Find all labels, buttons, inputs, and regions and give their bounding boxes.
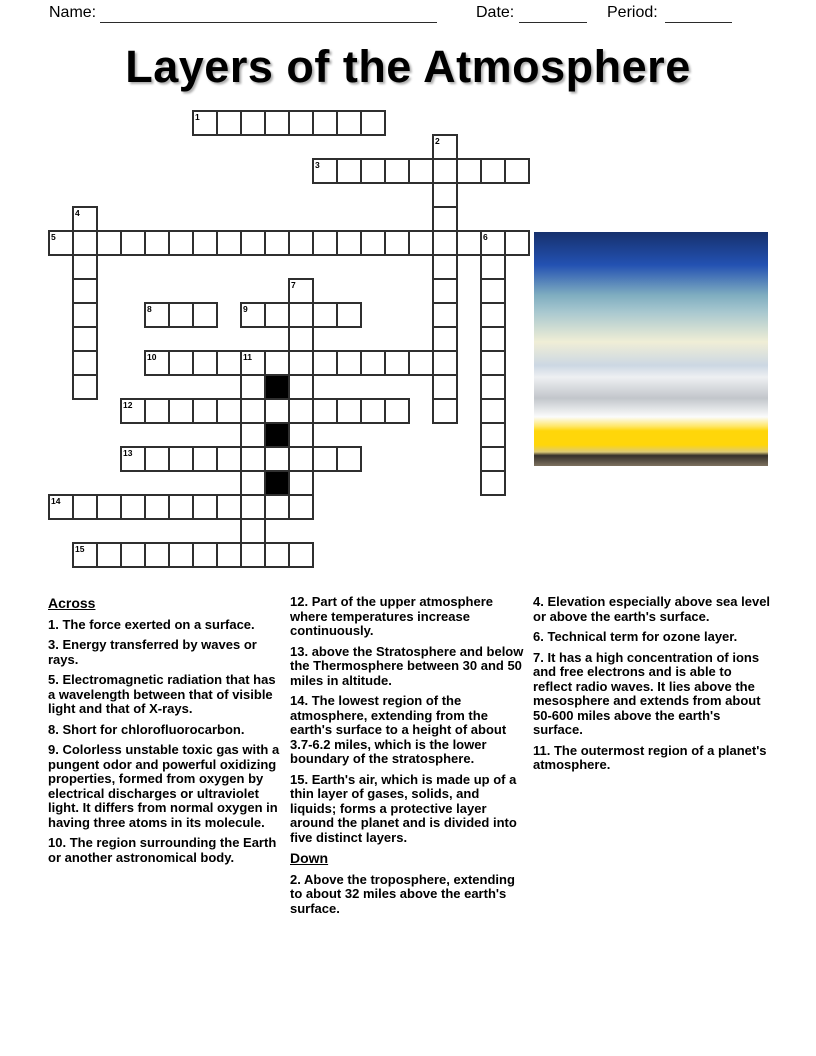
grid-cell[interactable] [168,446,194,472]
grid-cell[interactable] [120,398,146,424]
grid-cell[interactable] [408,158,434,184]
grid-cell[interactable] [240,398,266,424]
grid-cell[interactable] [432,326,458,352]
grid-cell[interactable] [120,494,146,520]
grid-cell[interactable] [504,158,530,184]
grid-cell[interactable] [240,350,266,376]
grid-cell[interactable] [264,230,290,256]
grid-cell[interactable] [192,110,218,136]
grid-cell[interactable] [240,518,266,544]
clue-across-12: 12. Part of the upper atmosphere where temperatures increase continuously. [290,594,494,638]
grid-cell[interactable] [360,158,386,184]
clue-across-15: 15. Earth's air, which is made up of a thin layer of gases, solids, and liquids; forms a protective layer around the planet and is divided into five distinct layers. [290,771,517,845]
clue-down-7: 7. It has a high concentration of ions and free electrons and is able to reflect radio waves. It lies above the mesosphere and extends from about 50-600 miles above the earth's surface. [533,649,761,737]
grid-cell[interactable] [264,350,290,376]
grid-cell[interactable] [312,158,338,184]
clue-across-10: 10. The region surrounding the Earth or another astronomical body. [48,835,277,865]
grid-cell[interactable] [480,398,506,424]
grid-cell[interactable] [336,398,362,424]
grid-cell[interactable] [264,110,290,136]
clue-across-13: 13. above the Stratosphere and below the Thermosphere between 30 and 50 miles in altitude. [290,643,524,688]
name-fill-line[interactable] [100,6,437,23]
grid-cell[interactable] [288,542,314,568]
grid-cell[interactable] [384,158,410,184]
grid-cell[interactable] [480,158,506,184]
grid-cell[interactable] [192,446,218,472]
grid-cell[interactable] [96,494,122,520]
clues-column-1 [48,595,286,871]
grid-cell[interactable] [336,350,362,376]
grid-cell[interactable] [360,110,386,136]
grid-cell[interactable] [144,446,170,472]
grid-cell[interactable] [72,326,98,352]
grid-cell[interactable] [432,158,458,184]
grid-cell[interactable] [144,350,170,376]
grid-cell[interactable] [72,350,98,376]
grid-cell[interactable] [240,542,266,568]
grid-cell[interactable] [432,278,458,304]
grid-cell[interactable] [456,158,482,184]
grid-cell[interactable] [384,350,410,376]
grid-cell[interactable] [408,230,434,256]
grid-cell[interactable] [336,110,362,136]
grid-cell[interactable] [120,542,146,568]
grid-cell[interactable] [432,134,458,160]
grid-clue-number: 8 [147,304,152,314]
grid-cell[interactable] [288,422,314,448]
grid-cell[interactable] [144,302,170,328]
grid-cell[interactable] [432,374,458,400]
grid-cell[interactable] [216,542,242,568]
grid-cell[interactable] [384,398,410,424]
grid-cell[interactable] [120,446,146,472]
grid-cell[interactable] [168,494,194,520]
across-heading: Across [48,595,96,611]
grid-cell[interactable] [432,302,458,328]
grid-cell[interactable] [192,494,218,520]
grid-cell[interactable] [216,494,242,520]
grid-clue-number: 4 [75,208,80,218]
grid-cell[interactable] [72,230,98,256]
grid-cell[interactable] [480,374,506,400]
date-fill-line[interactable] [519,6,587,23]
grid-cell[interactable] [216,350,242,376]
atmosphere-gradient-image [534,232,768,466]
grid-clue-number: 9 [243,304,248,314]
grid-cell[interactable] [240,302,266,328]
grid-cell[interactable] [288,350,314,376]
grid-cell[interactable] [480,470,506,496]
grid-cell[interactable] [72,374,98,400]
grid-cell[interactable] [216,446,242,472]
grid-cell[interactable] [144,398,170,424]
name-label: Name: [49,4,97,21]
grid-cell[interactable] [480,278,506,304]
grid-cell[interactable] [144,494,170,520]
grid-cell[interactable] [288,494,314,520]
grid-cell[interactable] [240,374,266,400]
clue-across-14: 14. The lowest region of the atmosphere, extending from the earth's surface to a height of about 3.7-6.2 miles, which is the lower boundary of the stratosphere. [290,693,507,766]
grid-cell[interactable] [264,302,290,328]
grid-clue-number: 10 [147,352,157,362]
black-cell [264,374,290,400]
grid-cell[interactable] [216,230,242,256]
grid-clue-number: 12 [123,400,133,410]
grid-cell[interactable] [480,254,506,280]
grid-clue-number: 3 [315,160,320,170]
grid-cell[interactable] [240,494,266,520]
grid-cell[interactable] [48,494,74,520]
clue-across-9: 9. Colorless unstable toxic gas with a pungent odor and powerful oxidizing properties, formed from oxygen by electrical discharges or ultraviolet light. It differs from normal oxygen in having three atoms in its molecule. [48,742,280,830]
grid-clue-number: 11 [243,352,252,362]
grid-cell[interactable] [192,350,218,376]
grid-cell[interactable] [72,254,98,280]
grid-clue-number: 14 [51,496,61,506]
grid-cell[interactable] [480,446,506,472]
grid-cell[interactable] [480,302,506,328]
grid-cell[interactable] [168,350,194,376]
grid-cell[interactable] [168,398,194,424]
grid-cell[interactable] [240,230,266,256]
grid-cell[interactable] [192,542,218,568]
grid-cell[interactable] [120,230,146,256]
period-fill-line[interactable] [665,6,732,23]
page-title: Layers of the Atmosphere [125,41,691,92]
grid-clue-number: 2 [435,136,440,146]
grid-cell[interactable] [480,230,506,256]
black-cell [264,470,290,496]
grid-cell[interactable] [264,398,290,424]
grid-cell[interactable] [168,542,194,568]
grid-cell[interactable] [312,110,338,136]
grid-cell[interactable] [168,302,194,328]
grid-cell[interactable] [312,398,338,424]
clue-down-11: 11. The outermost region of a planet's atmosphere. [533,742,767,772]
grid-cell[interactable] [72,278,98,304]
grid-cell[interactable] [360,230,386,256]
black-cell [264,422,290,448]
grid-cell[interactable] [360,350,386,376]
grid-cell[interactable] [336,158,362,184]
grid-cell[interactable] [264,542,290,568]
clues-column-2 [290,595,528,922]
grid-cell[interactable] [480,350,506,376]
grid-cell[interactable] [72,542,98,568]
grid-cell[interactable] [336,230,362,256]
grid-cell[interactable] [480,326,506,352]
grid-cell[interactable] [432,254,458,280]
grid-cell[interactable] [288,446,314,472]
grid-cell[interactable] [168,230,194,256]
grid-cell[interactable] [312,446,338,472]
grid-cell[interactable] [72,494,98,520]
grid-cell[interactable] [288,230,314,256]
grid-cell[interactable] [312,302,338,328]
grid-clue-number: 15 [75,544,85,554]
grid-cell[interactable] [336,302,362,328]
clue-across-3: 3. Energy transferred by waves or rays. [48,637,257,667]
grid-cell[interactable] [360,398,386,424]
grid-cell[interactable] [192,398,218,424]
clue-across-1: 1. The force exerted on a surface. [48,616,255,632]
down-heading: Down [290,850,329,866]
grid-cell[interactable] [456,230,482,256]
grid-cell[interactable] [72,206,98,232]
grid-cell[interactable] [432,350,458,376]
grid-cell[interactable] [48,230,74,256]
grid-clue-number: 6 [483,232,488,242]
clue-down-6: 6. Technical term for ozone layer. [533,629,738,644]
grid-clue-number: 1 [195,112,200,122]
grid-cell[interactable] [312,230,338,256]
grid-cell[interactable] [288,278,314,304]
grid-cell[interactable] [144,230,170,256]
grid-cell[interactable] [144,542,170,568]
grid-cell[interactable] [408,350,434,376]
grid-cell[interactable] [96,542,122,568]
grid-cell[interactable] [240,446,266,472]
grid-cell[interactable] [312,350,338,376]
grid-cell[interactable] [384,230,410,256]
grid-clue-number: 5 [51,232,56,242]
grid-cell[interactable] [216,110,242,136]
grid-cell[interactable] [264,494,290,520]
grid-cell[interactable] [288,326,314,352]
grid-cell[interactable] [432,230,458,256]
grid-cell[interactable] [288,470,314,496]
grid-cell[interactable] [480,422,506,448]
grid-cell[interactable] [432,206,458,232]
date-label: Date: [476,4,515,21]
grid-cell[interactable] [432,182,458,208]
grid-cell[interactable] [432,398,458,424]
grid-cell[interactable] [240,110,266,136]
grid-cell[interactable] [192,230,218,256]
clue-down-4: 4. Elevation especially above sea level or above the earth's surface. [533,594,771,624]
grid-cell[interactable] [240,470,266,496]
grid-cell[interactable] [264,446,290,472]
grid-cell[interactable] [288,110,314,136]
clue-across-8: 8. Short for chlorofluorocarbon. [48,721,245,737]
grid-cell[interactable] [288,398,314,424]
grid-cell[interactable] [96,230,122,256]
grid-clue-number: 7 [291,280,296,290]
grid-cell[interactable] [192,302,218,328]
grid-clue-number: 13 [123,448,133,458]
grid-cell[interactable] [72,302,98,328]
grid-cell[interactable] [288,374,314,400]
grid-cell[interactable] [336,446,362,472]
grid-cell[interactable] [216,398,242,424]
grid-cell[interactable] [240,422,266,448]
clue-down-2: 2. Above the troposphere, extending to about 32 miles above the earth's surface. [290,871,515,916]
grid-cell[interactable] [288,302,314,328]
clue-across-5: 5. Electromagnetic radiation that has a wavelength between that of visible light and that of X-rays. [48,672,276,716]
clues-column-3 [533,595,771,779]
period-label: Period: [607,4,658,21]
grid-cell[interactable] [504,230,530,256]
